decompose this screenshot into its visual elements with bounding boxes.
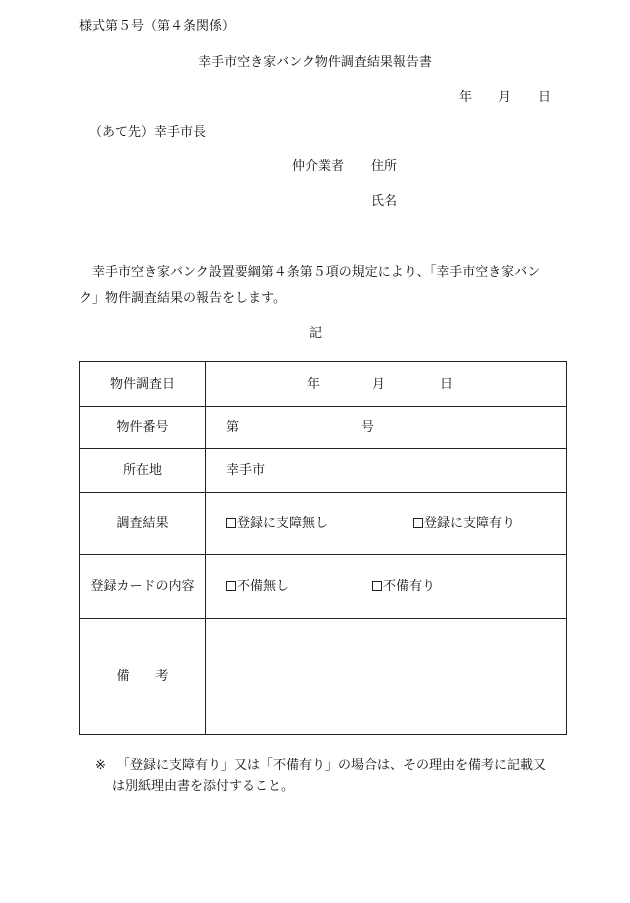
- addressee: （あて先）幸手市長: [89, 125, 207, 140]
- location-value: 幸手市: [226, 463, 266, 478]
- property-number-label: 物件番号: [116, 420, 169, 435]
- property-number-prefix: 第: [226, 420, 240, 435]
- body-text-line1: 幸手市空き家バンク設置要綱第４条第５項の規定により、「幸手市空き家バン: [92, 265, 541, 280]
- card-contents-option-incomplete[interactable]: [372, 580, 435, 593]
- remarks-label: 備 考: [116, 669, 169, 684]
- option-label: 不備無し: [237, 579, 290, 594]
- address-label: 住所: [371, 159, 398, 174]
- card-contents-option-complete[interactable]: [226, 580, 289, 593]
- row-divider: [80, 492, 566, 493]
- ki-heading: 記: [309, 326, 323, 341]
- checkbox[interactable]: [226, 518, 236, 528]
- name-label: 氏名: [371, 194, 398, 209]
- note-mark: ※: [95, 758, 106, 773]
- survey-date-year: 年: [307, 377, 321, 392]
- document-title: 幸手市空き家バンク物件調査結果報告書: [198, 55, 432, 70]
- date-year-label: 年: [459, 90, 473, 105]
- date-day-label: 日: [538, 90, 552, 105]
- option-label: 登録に支障有り: [424, 516, 516, 531]
- survey-date-label: 物件調査日: [109, 377, 175, 392]
- property-number-suffix: 号: [361, 420, 375, 435]
- option-label: 不備有り: [383, 579, 436, 594]
- row-divider: [80, 554, 566, 555]
- survey-result-label: 調査結果: [116, 516, 169, 531]
- checkbox[interactable]: [226, 581, 236, 591]
- note-line1: 「登録に支障有り」又は「不備有り」の場合は、その理由を備考に記載又: [117, 758, 547, 773]
- survey-date-month: 月: [372, 377, 386, 392]
- date-month-label: 月: [498, 90, 512, 105]
- body-text-line2: ク」物件調査結果の報告をします。: [79, 291, 286, 306]
- checkbox[interactable]: [413, 518, 423, 528]
- survey-result-option-issue[interactable]: [413, 517, 515, 530]
- form-number: 様式第５号（第４条関係）: [79, 19, 236, 34]
- survey-date-day: 日: [440, 377, 454, 392]
- note-line2: は別紙理由書を添付すること。: [112, 779, 295, 794]
- submitter-role: 仲介業者: [292, 159, 345, 174]
- option-label: 登録に支障無し: [237, 516, 329, 531]
- checkbox[interactable]: [372, 581, 382, 591]
- card-contents-label: 登録カードの内容: [90, 579, 195, 594]
- survey-result-option-no-issue[interactable]: [226, 517, 328, 530]
- column-divider: [205, 362, 206, 734]
- location-label: 所在地: [122, 463, 162, 478]
- row-divider: [80, 618, 566, 619]
- report-table: [79, 361, 567, 735]
- row-divider: [80, 406, 566, 407]
- row-divider: [80, 448, 566, 449]
